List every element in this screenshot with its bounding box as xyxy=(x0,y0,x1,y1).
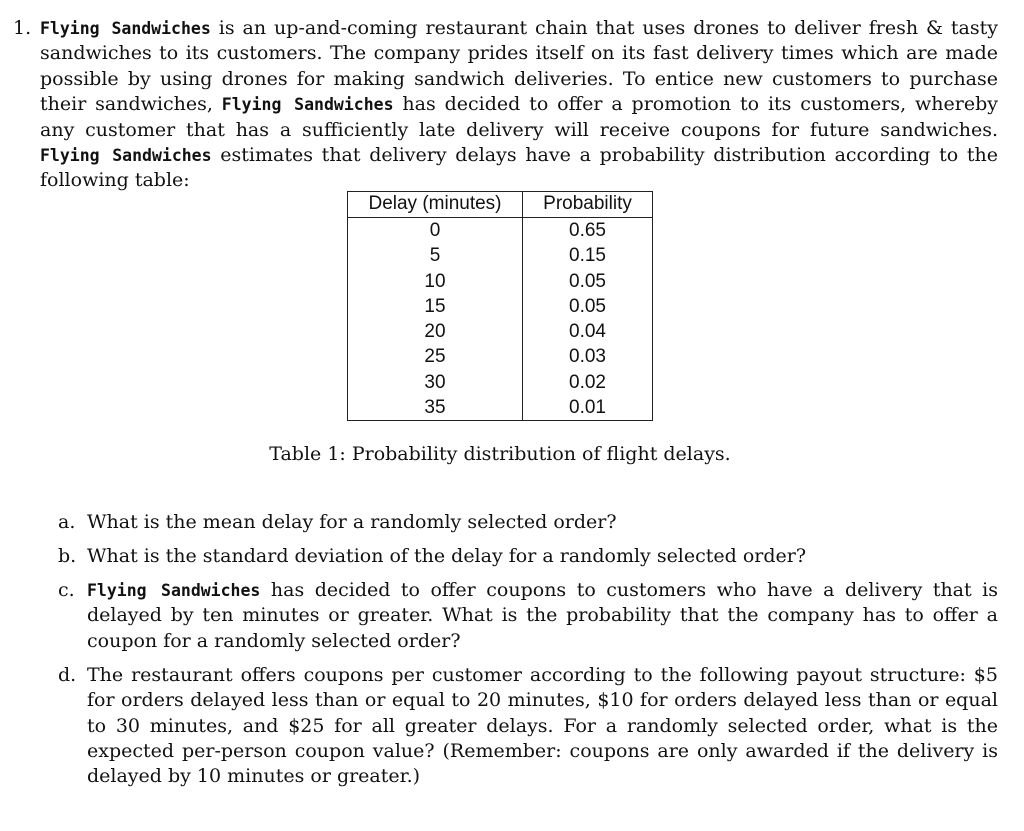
delay-cell: 15 xyxy=(348,294,523,319)
part-letter: c. xyxy=(58,579,75,601)
table-row xyxy=(348,269,653,294)
table-row xyxy=(348,319,653,344)
probability-cell: 0.03 xyxy=(569,346,606,368)
question-part-b xyxy=(58,544,998,569)
intro-text: has decided to offer a promotion to its customers, whereby any customer that has a sufficiently late delivery will receive coupons for future sandwiches. xyxy=(40,93,998,141)
delay-cell: 35 xyxy=(348,395,523,421)
part-letter: b. xyxy=(58,545,77,567)
part-text: What is the standard deviation of the delay for a randomly selected order? xyxy=(87,545,807,567)
probability-cell: 0.05 xyxy=(569,295,606,317)
question-parts xyxy=(58,510,998,798)
table-row xyxy=(348,294,653,319)
table-row xyxy=(348,243,653,268)
question-part-a xyxy=(58,510,998,535)
question-part-d xyxy=(58,663,998,790)
delay-cell: 25 xyxy=(348,344,523,369)
probability-cell: 0.02 xyxy=(569,371,606,393)
probability-cell: 0.05 xyxy=(569,270,606,292)
part-text: What is the mean delay for a randomly selected order? xyxy=(87,511,617,533)
table-caption: Table 1: Probability distribution of flight delays. xyxy=(269,443,731,465)
problem-number: 1. xyxy=(13,17,32,39)
company-name: Flying Sandwiches xyxy=(40,146,212,166)
part-letter: a. xyxy=(58,511,76,533)
probability-cell: 0.15 xyxy=(569,245,606,267)
company-name: Flying Sandwiches xyxy=(87,581,261,600)
delay-cell: 0 xyxy=(348,218,523,244)
header-delay: Delay (minutes) xyxy=(348,192,523,218)
table-row xyxy=(348,344,653,369)
table-row xyxy=(348,395,653,421)
question-part-c xyxy=(58,578,998,654)
part-text: has decided to offer coupons to customers who have a delivery that is delayed by ten minutes or greater. What is the probability that the company has to offer a coupon for a randomly selected order? xyxy=(87,579,998,652)
problem-intro xyxy=(40,16,998,194)
header-probability: Probability xyxy=(523,192,653,218)
delay-cell: 5 xyxy=(348,243,523,268)
part-text: The restaurant offers coupons per customer according to the following payout structure: $5 for orders delayed less than or equal to 20 minutes, $10 for orders delayed less than or equal to 30 minutes, and $25 for all greater delays. For a randomly selected order, what is the expected per-person coupon value? (Remember: coupons are only awarded if the delivery is delayed by 10 minutes or greater.) xyxy=(87,663,998,788)
part-letter: d. xyxy=(58,663,77,686)
table-header-row xyxy=(348,192,653,218)
company-name: Flying Sandwiches xyxy=(221,95,394,115)
probability-cell: 0.04 xyxy=(569,321,606,343)
delay-probability-table xyxy=(347,191,653,421)
delay-cell: 10 xyxy=(348,269,523,294)
probability-cell: 0.01 xyxy=(569,397,606,419)
delay-cell: 20 xyxy=(348,319,523,344)
company-name: Flying Sandwiches xyxy=(40,19,211,38)
intro-text: is an up-and-coming restaurant chain that uses drones to deliver fresh & tasty sandwiches to its customers. The company prides itself on its fast delivery times which are made possible by using drones for making sandwich deliveries. To entice new customers to purchase their sandwiches, xyxy=(40,17,998,116)
table-row xyxy=(348,370,653,395)
probability-cell: 0.65 xyxy=(569,220,606,241)
table-container xyxy=(347,191,653,421)
delay-cell: 30 xyxy=(348,370,523,395)
table-row xyxy=(348,218,653,244)
intro-text: estimates that delivery delays have a probability distribution according to the following table: xyxy=(40,144,998,192)
